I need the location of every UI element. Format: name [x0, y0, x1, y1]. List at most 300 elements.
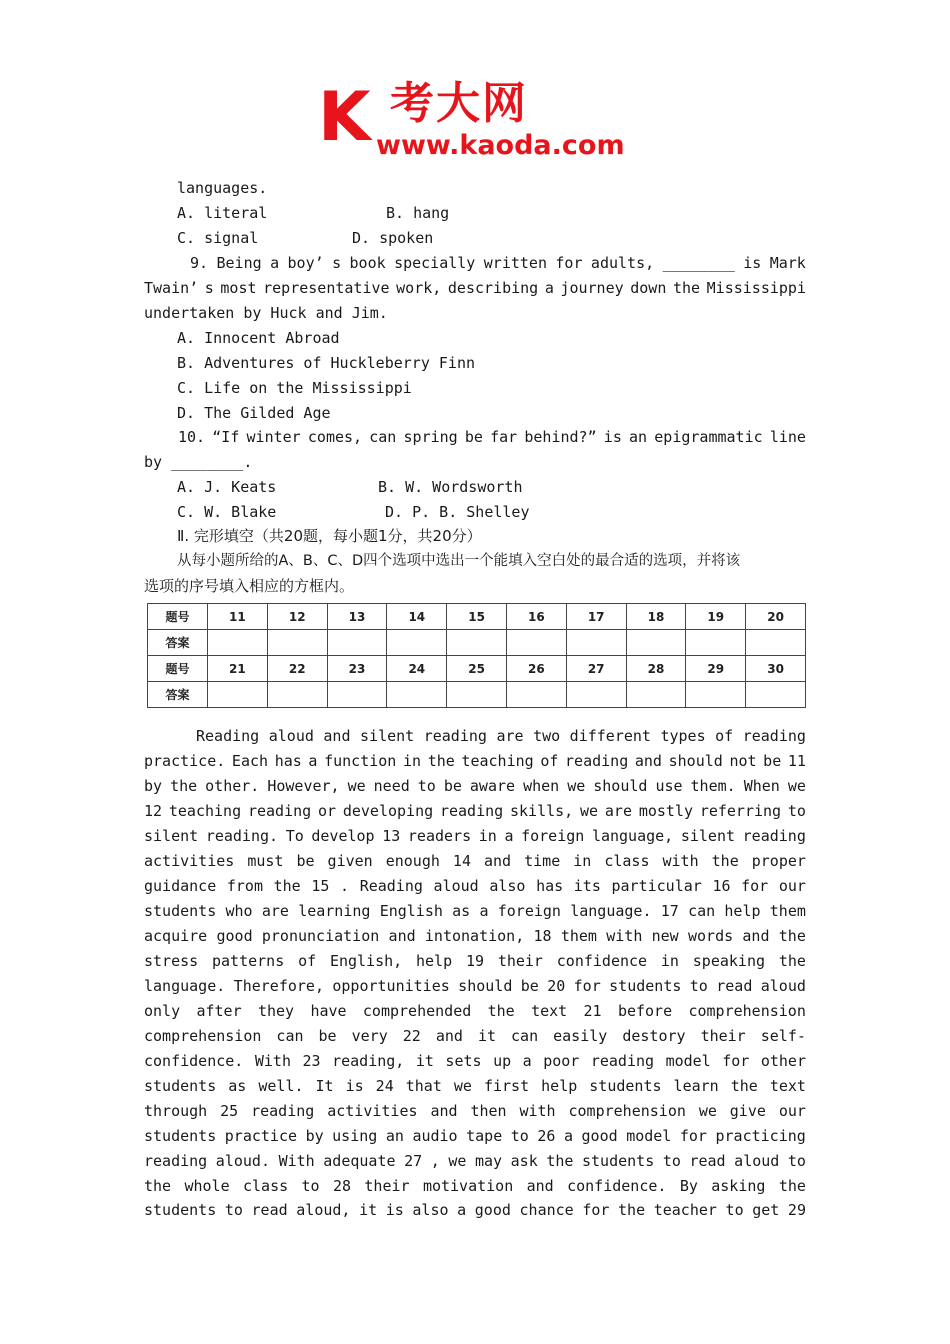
word: also [489, 877, 526, 895]
logo-chinese-text: 考大网 [390, 78, 528, 129]
word: confidence. [144, 1052, 244, 1070]
word: 17 [660, 902, 679, 920]
word: adequate [323, 1152, 396, 1170]
q8-option-d: D. spoken [352, 229, 434, 247]
word: up [493, 1052, 512, 1070]
word: activities [144, 852, 235, 870]
answer-cell[interactable] [387, 630, 447, 656]
word: Mississippi [706, 279, 806, 297]
word: written [483, 254, 547, 272]
word: an [385, 1127, 404, 1145]
word: who [225, 902, 253, 920]
word: foreign [497, 902, 561, 920]
word: acquire [144, 927, 208, 945]
word: class [243, 1177, 289, 1195]
word: aloud. [215, 1152, 270, 1170]
question-number-cell: 23 [327, 656, 387, 682]
word: develop [311, 827, 375, 845]
passage-line [144, 851, 806, 871]
word: 28 [332, 1177, 352, 1195]
word: Each [231, 752, 269, 770]
word: 16 [712, 877, 731, 895]
word: readers [407, 827, 472, 845]
word: comes, [307, 428, 363, 446]
word: the [778, 1177, 806, 1195]
word: chance [519, 1201, 574, 1219]
word: before [617, 1002, 673, 1020]
word: reading [439, 802, 504, 820]
word: with [606, 927, 643, 945]
word: students [609, 977, 682, 995]
word: aloud [734, 1152, 780, 1170]
word: learning [298, 902, 371, 920]
word: we [448, 1152, 467, 1170]
word: practice. [144, 752, 226, 770]
question-number-cell: 28 [626, 656, 686, 682]
word: time [524, 852, 561, 870]
word: for [573, 977, 601, 995]
word: as [228, 1077, 247, 1095]
word: the [711, 852, 739, 870]
word: should [458, 977, 513, 995]
word: good [216, 927, 253, 945]
word: With [278, 1152, 315, 1170]
word: read [251, 1201, 288, 1219]
word: and [388, 927, 416, 945]
word: through [144, 1102, 208, 1120]
word: reading, [332, 1052, 405, 1070]
word: of [540, 752, 559, 770]
word: With [254, 1052, 291, 1070]
word: easily [553, 1027, 608, 1045]
passage-line [144, 976, 806, 996]
passage-line [144, 801, 806, 821]
word: should [668, 752, 723, 770]
word: are [261, 902, 289, 920]
word: aware [469, 777, 516, 795]
word: , [430, 1152, 440, 1170]
word: 13 [382, 827, 401, 845]
kaoda-logo [318, 78, 638, 162]
word: winter [246, 428, 301, 446]
word: 9. [190, 254, 209, 272]
word: in [478, 827, 497, 845]
word: in [660, 952, 679, 970]
word: a [479, 902, 489, 920]
word: silent [360, 727, 415, 745]
word: To [285, 827, 304, 845]
answer-cell[interactable] [208, 682, 268, 708]
word: epigrammatic [654, 428, 763, 446]
word: 19 [465, 952, 484, 970]
question-number-cell: 19 [686, 604, 746, 630]
word: sets [445, 1052, 482, 1070]
word: reading [742, 727, 806, 745]
word: and [634, 752, 662, 770]
word: and [742, 927, 770, 945]
word: and [484, 852, 512, 870]
word: use [655, 777, 683, 795]
word: Reading [359, 877, 423, 895]
word: spring [403, 428, 458, 446]
word: reading [247, 802, 312, 820]
word: aloud [433, 877, 479, 895]
word: intonation, [424, 927, 525, 945]
word: a [504, 827, 514, 845]
q8-option-b: B. hang [386, 204, 450, 222]
word: be [464, 428, 483, 446]
word: can [369, 428, 397, 446]
word: down [630, 279, 667, 297]
answer-cell[interactable] [208, 630, 268, 656]
word: proper [751, 852, 806, 870]
word: aloud [268, 727, 314, 745]
word: representative [263, 279, 390, 297]
answer-cell[interactable] [506, 682, 566, 708]
word: 20 [547, 977, 566, 995]
word: help [541, 1077, 578, 1095]
word: good [474, 1201, 511, 1219]
word: the [170, 777, 198, 795]
word: by [305, 1127, 324, 1145]
word: silent [680, 827, 736, 845]
question-number-cell: 11 [208, 604, 268, 630]
word: 10. [178, 428, 206, 446]
word: for [679, 1127, 707, 1145]
word: new [651, 927, 679, 945]
word: our [778, 1102, 806, 1120]
question-number-cell: 12 [267, 604, 327, 630]
word: and [430, 1102, 458, 1120]
word: of [715, 727, 734, 745]
word: speaking [692, 952, 766, 970]
question-number-cell: 27 [566, 656, 626, 682]
logo-k-mark: K [318, 78, 371, 157]
section-2-heading: Ⅱ. 完形填空（共20题，每小题1分，共20分） [177, 527, 482, 545]
word: when [523, 777, 560, 795]
question-number-cell: 20 [746, 604, 806, 630]
word: the [730, 1077, 758, 1095]
word: language. [144, 977, 226, 995]
word: in [573, 852, 592, 870]
word: confidence. [567, 1177, 667, 1195]
passage-line [144, 1026, 806, 1046]
question-number-cell: 24 [387, 656, 447, 682]
answer-cell[interactable] [686, 630, 746, 656]
word: is [743, 254, 762, 272]
answer-cell[interactable] [746, 630, 806, 656]
word: destory [622, 1027, 686, 1045]
word: are [604, 802, 632, 820]
answer-table-answer-row-2 [148, 682, 806, 708]
word: mostly [638, 802, 693, 820]
q10-option-c: C. W. Blake [177, 503, 277, 521]
word: model [626, 1127, 672, 1145]
word: a [457, 1201, 467, 1219]
word: get [752, 1201, 780, 1219]
word: journey [560, 279, 624, 297]
word: for [582, 1201, 610, 1219]
word: a [308, 752, 318, 770]
word: silent [144, 827, 199, 845]
label-answer: 答案 [148, 630, 208, 656]
word: 27 [404, 1152, 423, 1170]
word: from [226, 877, 263, 895]
word: reading [742, 827, 806, 845]
word: can [276, 1027, 304, 1045]
question-number-cell: 14 [387, 604, 447, 630]
answer-cell[interactable] [447, 630, 507, 656]
word: students [582, 1152, 655, 1170]
word: we [580, 802, 599, 820]
word: reading [251, 1102, 315, 1120]
word: has [536, 877, 564, 895]
word: comprehension [144, 1027, 262, 1045]
word: we [567, 777, 586, 795]
question-number-cell: 22 [267, 656, 327, 682]
q8-option-c: C. signal [177, 229, 259, 247]
word: may [474, 1152, 503, 1170]
word: for [741, 877, 769, 895]
word: can [688, 902, 716, 920]
answer-cell[interactable] [626, 630, 686, 656]
word: help [416, 952, 453, 970]
word: reading [144, 1152, 208, 1170]
word: for [722, 1052, 750, 1070]
word: enough [385, 852, 440, 870]
word: audio [412, 1127, 458, 1145]
word: are [496, 727, 524, 745]
answer-cell[interactable] [746, 682, 806, 708]
word: students [144, 902, 217, 920]
word: to [301, 1177, 320, 1195]
word: reading [590, 1052, 655, 1070]
answer-cell[interactable] [327, 630, 387, 656]
label-answer: 答案 [148, 682, 208, 708]
word: then [470, 1102, 507, 1120]
word: language. [570, 902, 652, 920]
word: as [452, 902, 471, 920]
word: 11 [787, 752, 806, 770]
word: Mark [769, 254, 806, 272]
word: has [274, 752, 302, 770]
word: 24 [375, 1077, 394, 1095]
word: class [604, 852, 650, 870]
answer-cell[interactable] [566, 630, 626, 656]
word: text [769, 1077, 806, 1095]
word: When [743, 777, 780, 795]
q9-option-b: B. Adventures of Huckleberry Finn [177, 354, 476, 372]
word: a [270, 254, 280, 272]
question-number-cell: 13 [327, 604, 387, 630]
word: with [662, 852, 699, 870]
word: poor [543, 1052, 580, 1070]
word: referring [699, 802, 782, 820]
word: s [332, 254, 342, 272]
word: guidance [144, 877, 217, 895]
answer-table-answer-row-1 [148, 630, 806, 656]
word: ________ [662, 254, 735, 272]
word: be [763, 752, 782, 770]
word: different [569, 727, 651, 745]
question-number-cell: 15 [447, 604, 507, 630]
label-question-number: 题号 [148, 656, 208, 682]
word: teacher [653, 1201, 717, 1219]
word: particular [611, 877, 702, 895]
word: give [729, 1102, 766, 1120]
word: 29 [787, 1201, 806, 1219]
word: model [665, 1052, 711, 1070]
word: tape [466, 1127, 503, 1145]
word: for [555, 254, 583, 272]
word: Twain’ [144, 279, 199, 297]
q9-option-d: D. The Gilded Age [177, 404, 331, 422]
word: to [510, 1127, 529, 1145]
word: most [220, 279, 257, 297]
answer-cell[interactable] [566, 682, 626, 708]
word: Reading [196, 727, 260, 745]
word: pronunciation [261, 927, 380, 945]
word: stress [144, 952, 199, 970]
word: their [700, 1027, 746, 1045]
q9-line-2 [144, 278, 806, 298]
word: students [144, 1127, 217, 1145]
answer-cell[interactable] [267, 682, 327, 708]
word: 14 [452, 852, 471, 870]
word: words [687, 927, 734, 945]
word: “If [212, 428, 240, 446]
question-number-cell: 18 [626, 604, 686, 630]
word: reading [565, 752, 629, 770]
word: ask [510, 1152, 538, 1170]
word: that [405, 1077, 442, 1095]
word: English, [329, 952, 403, 970]
passage-line [144, 1101, 806, 1121]
word: 25 [220, 1102, 239, 1120]
word: It [315, 1077, 334, 1095]
answer-cell[interactable] [387, 682, 447, 708]
word: two [533, 727, 561, 745]
passage-line [144, 926, 806, 946]
answer-cell[interactable] [626, 682, 686, 708]
q10-line-1 [178, 427, 806, 447]
q9-line-3: undertaken by Huck and Jim. [144, 304, 388, 322]
word: behind?” [524, 428, 597, 446]
word: it [477, 1027, 496, 1045]
word: students [144, 1201, 217, 1219]
word: and [435, 1027, 463, 1045]
answer-cell[interactable] [267, 630, 327, 656]
word: be [520, 977, 539, 995]
passage-line [144, 1176, 806, 1196]
word: be [296, 852, 315, 870]
word: motivation [422, 1177, 514, 1195]
q9-option-a: A. Innocent Abroad [177, 329, 340, 347]
word: their [497, 952, 543, 970]
logo-url: www.kaoda.com [376, 130, 625, 161]
word: in [402, 752, 422, 770]
word: confidence [556, 952, 648, 970]
word: their [364, 1177, 410, 1195]
q9-option-c: C. Life on the Mississippi [177, 379, 412, 397]
word: practice [224, 1127, 298, 1145]
word: can [511, 1027, 539, 1045]
word: we [698, 1102, 717, 1120]
passage-line [144, 951, 806, 971]
word: read [689, 1152, 726, 1170]
word: s [204, 279, 214, 297]
word: comprehension [568, 1102, 686, 1120]
word: a [522, 1052, 532, 1070]
word: be [318, 1027, 337, 1045]
word: aloud [760, 977, 806, 995]
section-2-instruction-line-2: 选项的序号填入相应的方框内。 [144, 577, 355, 595]
q10-line-2: by ________. [144, 453, 253, 471]
word: to [689, 977, 708, 995]
label-question-number: 题号 [148, 604, 208, 630]
word: must [247, 852, 284, 870]
word: activities [327, 1102, 418, 1120]
word: line [769, 428, 806, 446]
word: the [546, 1152, 574, 1170]
word: only [144, 1002, 181, 1020]
q8-option-a: A. literal [177, 204, 268, 222]
word: good [581, 1127, 618, 1145]
word: is [345, 1077, 364, 1095]
word: work, [396, 279, 442, 297]
word: is [385, 1201, 404, 1219]
word: the [144, 1177, 172, 1195]
q8-tail: languages. [177, 179, 268, 197]
word: the [778, 952, 806, 970]
word: the [672, 279, 701, 297]
word: developing [342, 802, 434, 820]
word: to [787, 1152, 806, 1170]
word: language, [591, 827, 674, 845]
word: comprehension [688, 1002, 806, 1020]
word: skills, [510, 802, 574, 820]
answer-cell[interactable] [327, 682, 387, 708]
word: 15 [311, 877, 330, 895]
word: teaching [168, 802, 242, 820]
word: them [769, 902, 806, 920]
q10-option-b: B. W. Wordsworth [378, 478, 523, 496]
word: help [724, 902, 761, 920]
passage-line [144, 1151, 806, 1171]
word: reading. [205, 827, 279, 845]
passage-line [144, 1051, 806, 1071]
question-number-cell: 30 [746, 656, 806, 682]
word: its [573, 877, 601, 895]
word: 26 [537, 1127, 556, 1145]
answer-cell[interactable] [686, 682, 746, 708]
q10-option-d: D. P. B. Shelley [385, 503, 530, 521]
word: self- [760, 1027, 806, 1045]
word: a [563, 1127, 573, 1145]
answer-cell[interactable] [506, 630, 566, 656]
answer-table-number-row-1 [148, 604, 806, 630]
passage-line [144, 901, 806, 921]
word: 12 [144, 802, 163, 820]
passage-line [196, 726, 806, 746]
question-number-cell: 21 [208, 656, 268, 682]
word: function [324, 752, 397, 770]
word: using [332, 1127, 378, 1145]
word: we [453, 1077, 472, 1095]
answer-cell[interactable] [447, 682, 507, 708]
passage-line [144, 1076, 806, 1096]
word: not [729, 752, 757, 770]
